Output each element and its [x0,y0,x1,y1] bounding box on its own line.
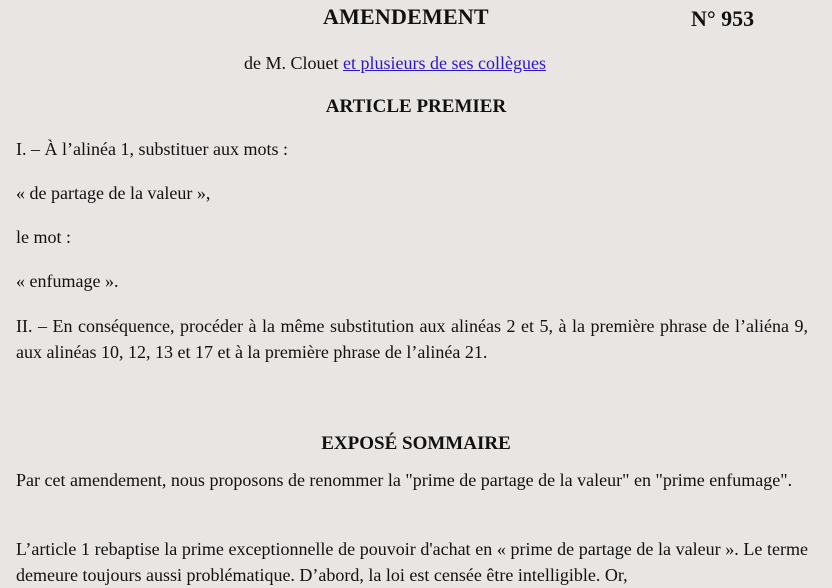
article-paragraph: « de partage de la valeur », [16,183,211,203]
article-paragraph: le mot : [16,227,71,247]
amendment-number: N° 953 [691,6,755,31]
document-header [0,4,832,34]
article-paragraph: I. – À l’alinéa 1, substituer aux mots : [16,139,288,159]
article-paragraph: « enfumage ». [16,271,119,291]
summary-paragraph: Par cet amendement, nous proposons de renommer la "prime de partage de la valeur" en "prime enfumage". [16,470,793,490]
summary-heading: EXPOSÉ SOMMAIRE [321,433,511,454]
summary-paragraph: L’article 1 rebaptise la prime exceptionnelle de pouvoir d'achat en « prime de partage de la valeur ». Le terme demeure toujours aussi problématique. D’abord, la loi est censée être intelligible. Or, [16,539,808,585]
cosigners-link[interactable]: et plusieurs de ses collègues [343,53,546,73]
author-name: de M. Clouet [244,53,343,73]
article-heading: ARTICLE PREMIER [325,96,507,117]
article-paragraph: II. – En conséquence, procéder à la même substitution aux alinéas 2 et 5, à la première phrase de l’aliéna 9, aux alinéas 10, 12, 13 et 17 et à la première phrase de l’alinéa 21. [16,316,808,362]
document-title: AMENDEMENT [323,4,489,29]
